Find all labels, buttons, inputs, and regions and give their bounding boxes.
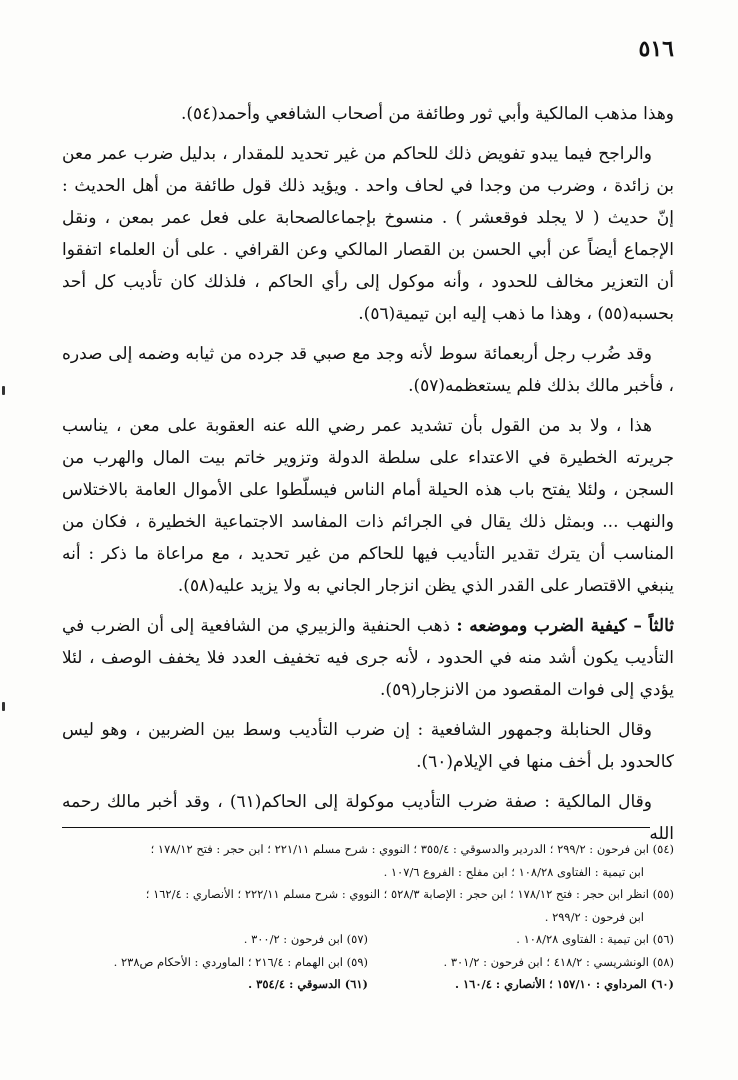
paragraph: وقال المالكية : صفة ضرب التأديب موكولة إلى الحاكم(٦١) ، وقد أخبر مالك رحمه الله <box>62 792 674 844</box>
margin-mark <box>2 386 5 395</box>
footnotes <box>62 838 674 996</box>
footnote-54: (٥٤) ابن فرحون : ٢٩٩/٢ ؛ الدردير والدسوقي : ٣٥٥/٤ ؛ النووي : شرح مسلم ٢٢١/١١ ؛ ابن حجر : فتح ١٧٨/١٢ ؛ <box>150 842 674 856</box>
paragraph: والراجح فيما يبدو تفويض ذلك للحاكم من غير تحديد للمقدار ، بدليل ضرب عمر معن بن زائدة ، وضرب من وجدا في لحاف واحد . ويؤيد ذلك قول طائفة من أهل الحديث : إنّ حديث ( لا يجلد فوقعشر ) . منسوخ بإجماعالصحابة على فعل عمر بمعن ، ونقل الإجماع أيضاً عن أبي الحسن بن القصار المالكي وعن القرافي . على أن العلماء اتفقوا أن التعزير مخالف للحدود ، وأنه موكول إلى رأي الحاكم ، فلذلك كان تأديب كل أحد بحسبه(٥٥) ، وهذا ما ذهب إليه ابن تيمية(٥٦). <box>62 144 674 324</box>
footnote-59: (٥٩) ابن الهمام : ٢١٦/٤ ؛ الماوردي : الأحكام ص٢٣٨ . <box>113 954 368 969</box>
footnote-row <box>62 928 674 951</box>
footnote-56: (٥٦) ابن تيمية : الفتاوى ١٠٨/٢٨ . <box>516 932 674 946</box>
page-number: ٥١٦ <box>638 36 674 62</box>
footnote-55-continued: ابن فرحون : ٢٩٩/٢ . <box>544 909 644 924</box>
main-text <box>62 98 674 858</box>
footnote-55: (٥٥) انظر ابن حجر : فتح ١٧٨/١٢ ؛ ابن حجر : الإصابة ٥٢٨/٣ ؛ النووي : شرح مسلم ٢٢٢/١١ ؛ الأنصاري : ١٦٢/٤ ؛ <box>145 887 674 901</box>
paragraph: وهذا مذهب المالكية وأبي ثور وطائفة من أصحاب الشافعي وأحمد(٥٤). <box>180 104 674 124</box>
footnote-divider <box>62 827 650 828</box>
footnote-57: (٥٧) ابن فرحون : ٣٠٠/٢ . <box>243 932 368 946</box>
paragraph: هذا ، ولا بد من القول بأن تشديد عمر رضي الله عنه العقوبة على معن ، يناسب جريرته الخطيرة في الاعتداء على سلطة الدولة وتزوير خاتم بيت المال والهرب من السجن ، ولئلا يفتح باب هذه الحيلة أمام الناس فيسلّطوا على الأموال العامة بالاختلاس والنهب ... وبمثل ذلك يقال في الجرائم ذات المفاسد الاجتماعية الخطيرة ، فكان من المناسب أن يترك تقدير التأديب فيها للحاكم من غير تحديد ، مع مراعاة ما ذكر : أنه ينبغي الاقتصار على القدر الذي يظن انزجار الجاني به ولا يزيد عليه(٥٨). <box>62 416 674 596</box>
section-paragraph <box>62 610 674 706</box>
footnote-54-continued: ابن تيمية : الفتاوى ١٠٨/٢٨ ؛ ابن مفلح : الفروع ١٠٧/٦ . <box>383 864 644 879</box>
paragraph: وقد ضُرب رجل أربعمائة سوط لأنه وجد مع صبي قد جرده من ثيابه وضمه إلى صدره ، فأخبر مالك بذلك فلم يستعظمه(٥٧). <box>62 344 674 396</box>
footnote-row <box>62 951 674 974</box>
footnote-row <box>62 973 674 996</box>
paragraph: وقال الحنابلة وجمهور الشافعية : إن ضرب التأديب وسط بين الضربين ، وهو ليس كالحدود بل أخف منها في الإيلام(٦٠). <box>62 720 674 772</box>
footnote-60: (٦٠) المرداوي : ١٥٧/١٠ ؛ الأنصاري : ١٦٠/٤ . <box>454 977 674 991</box>
footnote-61: (٦١) الدسوقي : ٣٥٤/٤ . <box>248 977 368 991</box>
section-heading: ثالثاً – كيفية الضرب وموضعه : <box>456 616 674 636</box>
margin-mark <box>2 702 5 711</box>
footnote-58: (٥٨) الونشريسي : ٤١٨/٢ ؛ ابن فرحون : ٣٠١/٢ . <box>443 954 674 969</box>
section-text: ذهب الحنفية والزبيري من الشافعية إلى أن الضرب في التأديب يكون أشد منه في الحدود ، لأنه جرى فيه تخفيف العدد فلا يخفف الوصف ، لئلا يؤدي إلى فوات المقصود من الانزجار(٥٩). <box>62 616 674 700</box>
